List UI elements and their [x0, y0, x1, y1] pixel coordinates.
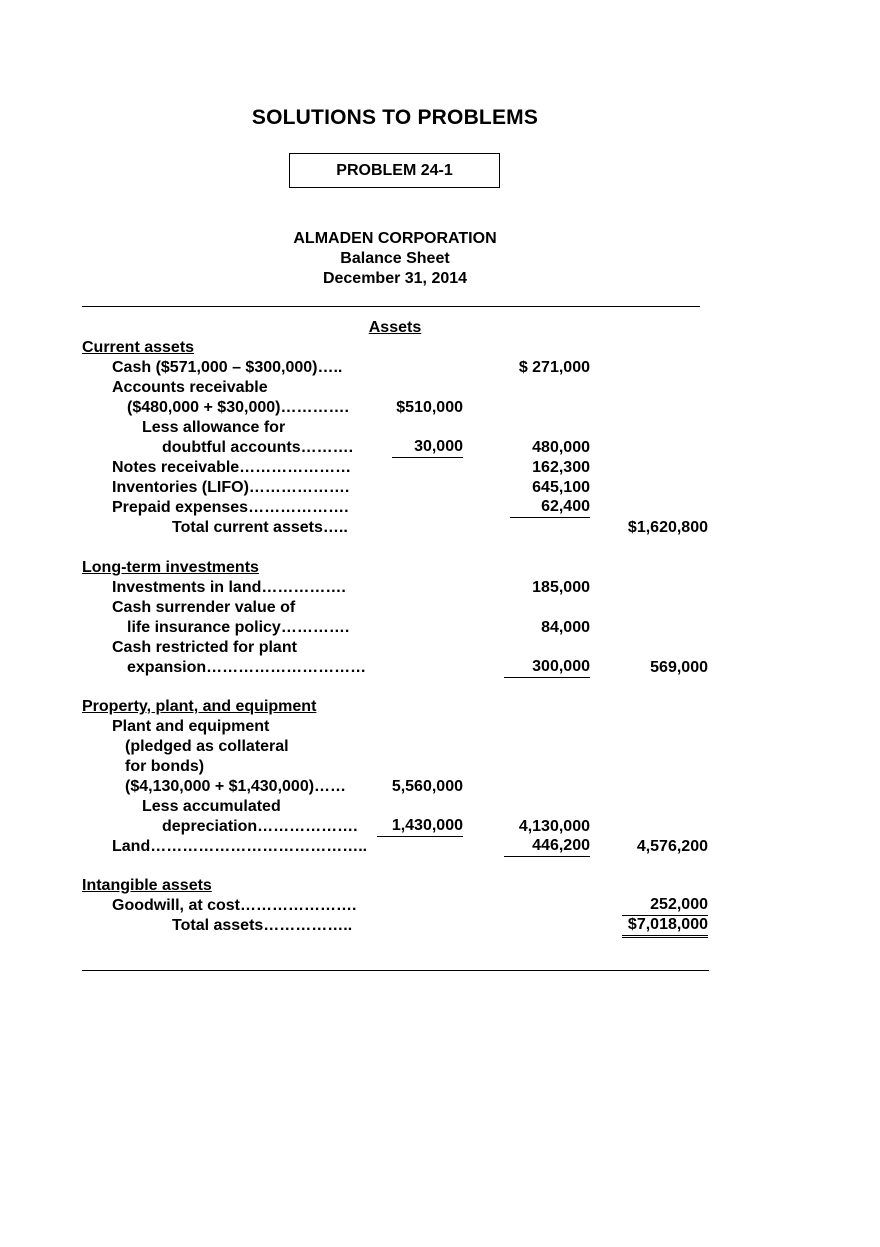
footer-rule: [82, 970, 709, 971]
amount-investments-land: 185,000: [532, 579, 590, 596]
page-title: SOLUTIONS TO PROBLEMS: [251, 106, 539, 129]
amount-prepaid: 62,400: [510, 498, 590, 518]
line-label-notes: Notes receivable…………………: [112, 459, 352, 476]
line-label-restricted-cash-detail: expansion…………………………: [127, 659, 367, 676]
line-label-total-assets: Total assets……………..: [172, 917, 353, 934]
line-label-investments-land: Investments in land…………….: [112, 579, 346, 596]
line-label-csv: Cash surrender value of: [112, 599, 296, 616]
statement-name: Balance Sheet: [340, 250, 450, 267]
line-label-plant-detail-2: for bonds): [125, 758, 205, 775]
company-name: ALMADEN CORPORATION: [293, 230, 497, 247]
amount-total-assets: $7,018,000: [622, 916, 708, 938]
line-label-accum-depreciation: Less accumulated: [142, 798, 281, 815]
amount-goodwill: 252,000: [622, 896, 708, 916]
amount-notes: 162,300: [532, 459, 590, 476]
section-heading-current-assets: Current assets: [82, 339, 195, 356]
line-label-inventories: Inventories (LIFO)……………….: [112, 479, 350, 496]
line-label-total-current: Total current assets…..: [172, 519, 348, 536]
section-heading-intangible-assets: Intangible assets: [82, 877, 212, 894]
line-label-ar-detail: ($480,000 + $30,000)………….: [127, 399, 349, 416]
line-label-ar: Accounts receivable: [112, 379, 268, 396]
amount-inventories: 645,100: [532, 479, 590, 496]
line-label-goodwill: Goodwill, at cost………………….: [112, 897, 357, 914]
amount-plant-gross: 5,560,000: [391, 778, 463, 795]
line-label-prepaid: Prepaid expenses……………….: [112, 499, 349, 516]
line-label-plant-detail-3: ($4,130,000 + $1,430,000)……: [125, 778, 347, 795]
amount-csv: 84,000: [541, 619, 590, 636]
line-label-restricted-cash: Cash restricted for plant: [112, 639, 297, 656]
statement-date: December 31, 2014: [322, 270, 468, 287]
amount-accum-depreciation: 1,430,000: [377, 817, 463, 837]
amount-total-current: $1,620,800: [627, 519, 708, 536]
amount-cash: $ 271,000: [518, 359, 590, 376]
line-label-allowance: Less allowance for: [142, 419, 286, 436]
amount-ar-gross: $510,000: [396, 399, 463, 416]
amount-land: 446,200: [504, 837, 590, 857]
line-label-plant-detail-1: (pledged as collateral: [125, 738, 289, 755]
line-label-plant: Plant and equipment: [112, 718, 270, 735]
section-heading-long-term-investments: Long-term investments: [82, 559, 259, 576]
amount-allowance: 30,000: [392, 438, 463, 458]
amount-total-ppe: 4,576,200: [636, 838, 708, 855]
amount-total-lti: 569,000: [650, 659, 708, 676]
header-rule: [82, 306, 700, 307]
line-label-cash: Cash ($571,000 – $300,000)…..: [112, 359, 343, 376]
line-label-allowance-detail: doubtful accounts……….: [162, 439, 354, 456]
line-label-accum-depreciation-detail: depreciation……………….: [162, 818, 358, 835]
assets-heading: Assets: [368, 319, 422, 336]
amount-restricted-cash: 300,000: [504, 658, 590, 678]
line-label-land: Land…………………………………..: [112, 838, 368, 855]
problem-number-box: PROBLEM 24-1: [289, 153, 500, 188]
section-heading-ppe: Property, plant, and equipment: [82, 698, 317, 715]
line-label-csv-detail: life insurance policy………….: [127, 619, 350, 636]
amount-plant-net: 4,130,000: [518, 818, 590, 835]
amount-ar-net: 480,000: [532, 439, 590, 456]
